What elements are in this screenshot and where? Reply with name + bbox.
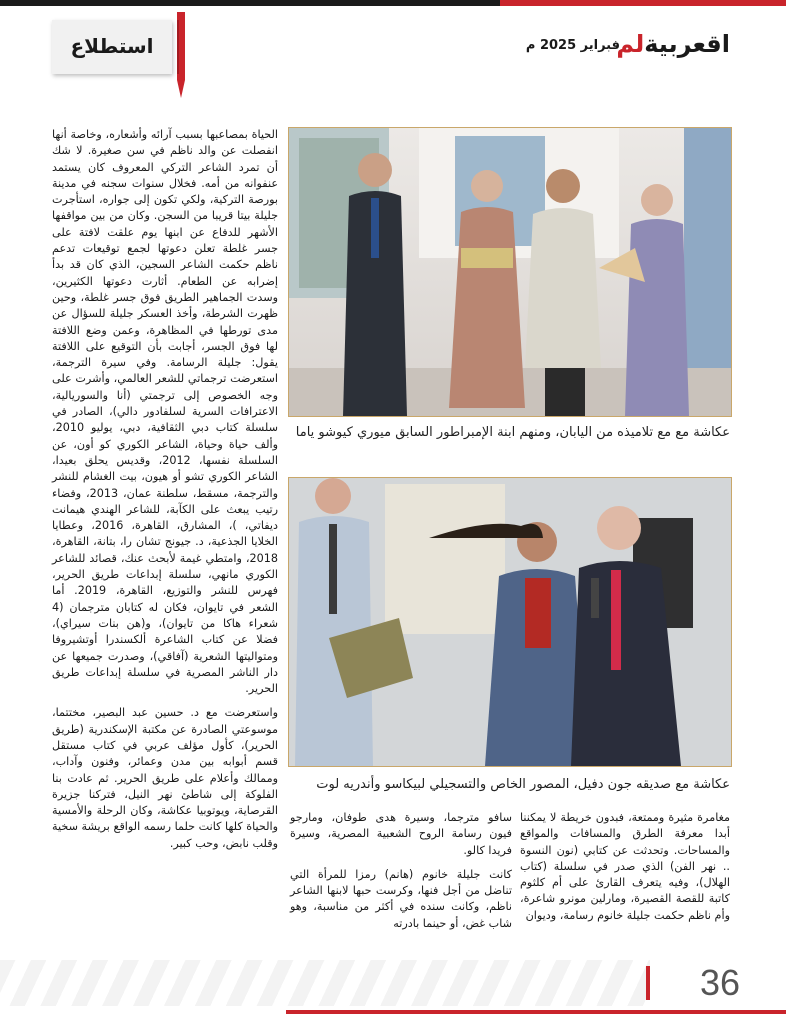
- photo-john-deville: [288, 477, 732, 767]
- top-border-red: [500, 0, 786, 6]
- photo-caption-1: عكاشة مع مع تلاميذه من اليابان، ومنهم ابنة الإمبراطور السابق ميوري كيوشو ياما: [295, 425, 730, 440]
- paragraph: مغامرة مثيرة وممتعة، فبدون خريطة لا يمكننا أبدا معرفة الطرق والمسافات والمواقع والمساحات. وتحدثت عن كتابي (نون النسوة .. نهر الفن) الذي صدر في سلسلة (كتاب الهلال)، وفيه يتعرف القارئ على أم كلثوم كاتبة للقصة القصيرة، ومارلين مونرو شاعرة، وأم ناظم حكمت جليلة خانوم رسامة، وديوان: [520, 811, 730, 922]
- paragraph: الحياة بمصاعبها بسبب آرائه وأشعاره، وخاصة أنها انفصلت عن والد ناظم في سن صغيرة. لا شك أن تمرد الشاعر التركي المعروف كان يستمد عنفوانه من أمه. فخلال سنوات سجنه في مدينة بورصة التركية، ولكي تكون إلى جواره، استأجرت جليلة بيتا قريبا من السجن. وكان من بين مواقفها الأشهر للدفاع عن ابنها يوم علقت لافتة على جسر غلطة تعلن دعوتها لجمع توقيعات تدعم ناظم حكمت الشاعر السجين، الذي كان قد بدأ إضرابه عن الطعام. أثارت دعوتها الكثيرين، وسدت الجماهير الطريق فوق جسر غلطة، وحين ظهرت الشرطة، وأخذ العسكر جليلة للسؤال عن مدى تورطها في المظاهرة، وعمن وضع اللافتة لها فوق الجسر، أجابت بأن التوقيع على اللافتة يقول: جليلة الرسامة. وفي سيرة الترجمة، استعرضت ترجماتي للشعر العالمي، وأشرت على وجه الخصوص إلى ترجمتي (أنا والسوريالية، الاعترافات السرية لسلفادور دالي)، الصادر في سلسلة كتاب دبي الثقافية، دبي، يوليو 2010، وألف حياة وحياة، الشاعر الكوري كو أون، عن السلسلة نفسها، 2012، وقديس يحلق بعيدا، الشاعر الكوري تشو أو هيون، بيت الغشام للنشر والترجمة، مسقط، سلطنة عمان، 2013، وفضاء رتيب يبعث على الكآبة، للشاعر الهندي هيمانت ديفاتي، )، المشارق، القاهرة، 2016، وعطايا الخلايا الجذعية، د. جيونج تشان را، بتانة، القاهرة، 2018، وامتطي غيمة لأبحث عنك، قصائد للشاعر الكوري مانهي، سلسلة إبداعات طريق الحرير، فهرس للنشر والتوزيع، القاهرة، 2019. أما الشعر في تايوان، فكان له كتابان مترجمان (4 شعراء هاكا من تايوان)، و(هن بنات سيراي)، فضلا عن كتاب الشاعرة ألكسندرا أوتشيروفا ومتواليتها الشعرية (آفاقي)، وصدرت جميعها عن دار الناشر المصرية في سلسلة إبداعات طريق الحرير.: [52, 128, 278, 696]
- paragraph: كانت جليلة خانوم (هانم) رمزا للمرأة التي تناضل من أجل فنها، وكرست حبها لابنها الشاعر ناظم، وكانت سنده في أكثر من مناسبة، وهو شاب غض، أو حينما بادرته: [290, 867, 512, 930]
- page-number: 36: [699, 962, 740, 1003]
- page-number-accent: [646, 966, 650, 1000]
- pen-icon: [174, 12, 188, 98]
- article-column-left: [52, 127, 278, 860]
- article-column-right: [520, 810, 730, 932]
- paragraph: سافو مترجما، وسيرة هدى طوفان، ومارجو فيون رسامة الروح الشعبية المصرية، وسيرة فريدا كالو.: [290, 811, 512, 857]
- issue-date: فبراير 2025 م: [525, 38, 620, 53]
- footer-decoration: [0, 960, 650, 1006]
- photo-japanese-students: [288, 127, 732, 417]
- magazine-logo: اقعربيةلم: [616, 30, 730, 58]
- article-column-middle: [290, 810, 512, 940]
- top-border-black: [0, 0, 500, 6]
- photo-john-deville-illustration: [289, 478, 731, 766]
- paragraph: واستعرضت مع د. حسين عبد البصير، مختتما، موسوعتي الصادرة عن مكتبة الإسكندرية (طريق الحرير)، كأول مؤلف عربي في كتاب مستقل قسم أبوابه بين مدن وعمائر، وفنون وآداب، وممالك وأعلام على طريق الحرير. ثم عادت بنا الفلوكة إلى شاطئ نهر النيل، فتركنا جزيرة القرصاية، ويوتوبيا عكاشة، وكان الرحلة والأمسية والحياة كلها كانت حلما رسمه الواقع بريشة سخية وقلب نابض، وحب كبير.: [52, 706, 278, 850]
- top-border: [0, 0, 786, 6]
- page-footer: [0, 960, 786, 1024]
- section-label: [52, 20, 172, 74]
- magazine-brand: [520, 30, 730, 70]
- bottom-border-red: [286, 1010, 786, 1014]
- section-label-text: استطلاع: [70, 34, 154, 58]
- photo-japanese-students-illustration: [289, 128, 731, 416]
- photo-caption-2: عكاشة مع صديقه جون دفيل، المصور الخاص والتسجيلي لبيكاسو وأندريه لوت: [316, 777, 730, 792]
